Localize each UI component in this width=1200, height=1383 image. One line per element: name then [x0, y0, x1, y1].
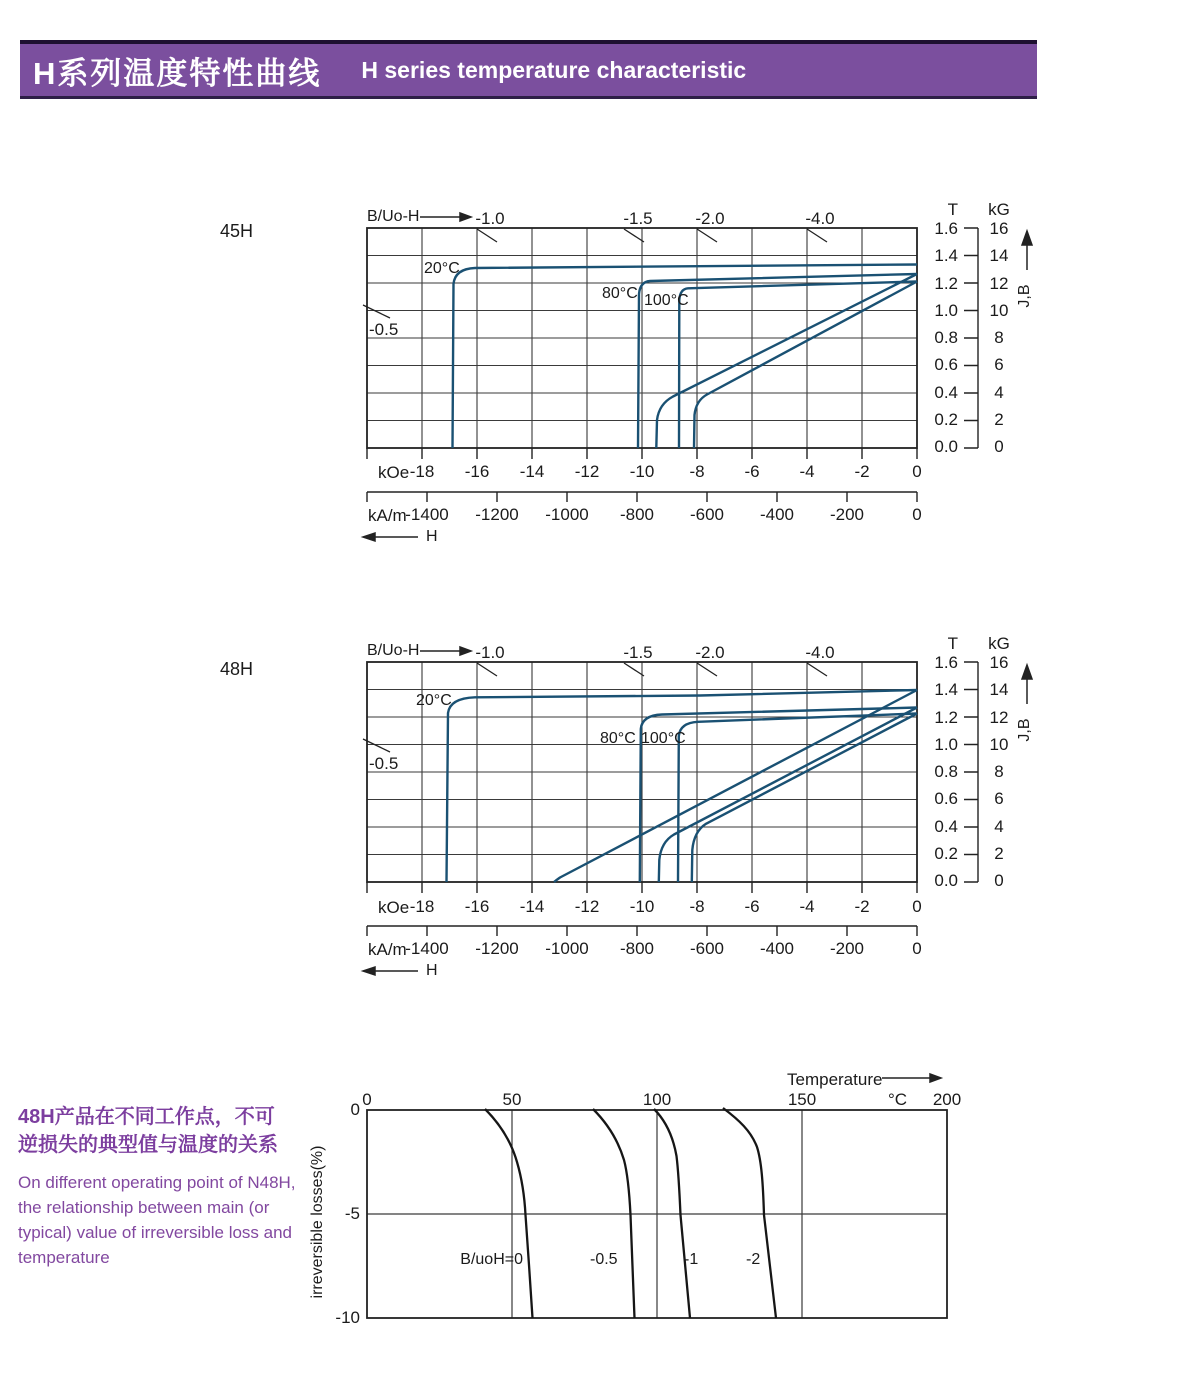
- description-en: [18, 1170, 318, 1270]
- t-unit-label: T: [947, 200, 958, 219]
- t-tick-label: 0.0: [934, 437, 958, 456]
- loss-chart-curves: [485, 1108, 776, 1318]
- grade-label-45h: 45H: [220, 221, 254, 241]
- page-header: [20, 40, 1037, 99]
- temperature-axis-label: Temperature: [787, 1070, 883, 1089]
- kam-tick-label: -1400: [405, 505, 449, 524]
- page-title-zh: H系列温度特性曲线: [33, 55, 322, 91]
- kam-tick-label: 0: [912, 505, 922, 524]
- temp-tick-label: 100: [642, 1090, 672, 1109]
- kg-tick-label: 4: [994, 382, 1004, 402]
- kam-tick-label: -1200: [475, 505, 519, 524]
- kg-tick-label: 12: [989, 707, 1009, 727]
- load-line-label: -1.5: [623, 643, 653, 662]
- koe-scale-48h: [400, 897, 939, 917]
- koe-tick-label: -2: [854, 897, 870, 916]
- kam-tick-label: 0: [912, 939, 922, 958]
- kam-scale-45h: [397, 505, 947, 525]
- kg-tick-label: 2: [994, 843, 1004, 863]
- t-tick-label: 0.8: [934, 762, 958, 781]
- kg-scale-48h: [984, 653, 1014, 891]
- kg-tick-label: 4: [994, 816, 1004, 836]
- description-en-line: On different operating point of N48H,: [18, 1173, 296, 1192]
- load-line-label: -1.0: [475, 209, 505, 228]
- celsius-unit-label: °C: [888, 1090, 908, 1109]
- koe-tick-label: -14: [519, 462, 545, 481]
- kg-tick-label: 0: [994, 871, 1004, 890]
- koe-tick-label: -4: [799, 897, 815, 916]
- t-tick-label: 1.0: [934, 734, 958, 754]
- kam-tick-label: -1000: [545, 939, 589, 958]
- h-axis-label-45h: H: [426, 528, 438, 545]
- koe-tick-label: -6: [744, 897, 760, 916]
- kg-tick-label: 12: [989, 273, 1009, 293]
- kg-tick-label: 16: [989, 219, 1009, 238]
- kam-tick-label: -800: [619, 505, 655, 524]
- curve-loss-minus2: [723, 1108, 776, 1318]
- koe-tick-label: -10: [629, 897, 655, 916]
- t-tick-label: 1.4: [934, 246, 958, 266]
- koe-tick-label: -8: [689, 897, 705, 916]
- description-zh-line: 逆损失的典型值与温度的关系: [18, 1134, 278, 1156]
- kg-unit-label: kG: [988, 200, 1010, 219]
- load-line-label-left: -0.5: [369, 754, 399, 773]
- t-scale-45h: [920, 219, 958, 457]
- kam-unit-48h: kA/m: [368, 940, 407, 959]
- loss-curve-label-2: -2: [746, 1251, 761, 1268]
- kam-tick-label: -600: [689, 939, 725, 958]
- t-scale-48h: [920, 653, 958, 891]
- t-tick-label: 0.6: [934, 789, 958, 809]
- load-line-label: -4.0: [805, 209, 835, 228]
- koe-tick-label: -18: [409, 462, 435, 481]
- curve-45h-100c-j: [679, 282, 917, 449]
- kam-tick-label: -400: [759, 505, 795, 524]
- b-axis-label-45h: B/Uo-H: [367, 208, 420, 225]
- t-tick-label: 1.2: [934, 707, 958, 727]
- temp-tick-label: 50: [502, 1090, 522, 1109]
- koe-tick-label: -12: [574, 897, 600, 916]
- bh-chart-48h-curves: [447, 690, 918, 882]
- description-en-line: typical) value of irreversible loss and: [18, 1223, 293, 1242]
- t-tick-label: 1.0: [934, 300, 958, 320]
- kam-tick-label: -800: [619, 939, 655, 958]
- description-zh: [18, 1103, 328, 1159]
- kg-tick-label: 8: [994, 762, 1004, 781]
- temp-tick-label: 200: [932, 1090, 962, 1109]
- kg-tick-label: 10: [989, 300, 1009, 320]
- description-zh-line: 48H产品在不同工作点，不可: [18, 1106, 275, 1128]
- kg-tick-label: 8: [994, 328, 1004, 347]
- kam-tick-label: -400: [759, 939, 795, 958]
- jb-axis-label-45h: J,B: [1016, 284, 1033, 308]
- curve-label-100c: 100°C: [644, 292, 689, 309]
- temp-tick-label: 0: [362, 1090, 372, 1109]
- kam-tick-label: -600: [689, 505, 725, 524]
- jb-axis-label-48h: J,B: [1016, 718, 1033, 742]
- t-tick-label: 0.2: [934, 843, 958, 863]
- koe-tick-label: -6: [744, 462, 760, 481]
- load-line-label: -1.0: [475, 643, 505, 662]
- kam-tick-label: -1000: [545, 505, 589, 524]
- curve-label-100c: 100°C: [641, 730, 686, 747]
- load-line-label: -4.0: [805, 643, 835, 662]
- koe-unit-48h: kOe: [378, 898, 410, 917]
- loss-tick-label: -5: [344, 1204, 360, 1223]
- kg-scale-45h: [984, 219, 1014, 457]
- koe-tick-label: -2: [854, 462, 870, 481]
- kam-tick-label: -1400: [405, 939, 449, 958]
- t-tick-label: 0.8: [934, 328, 958, 347]
- t-tick-label: 1.4: [934, 680, 958, 700]
- kg-tick-label: 16: [989, 653, 1009, 672]
- koe-tick-label: -8: [689, 462, 705, 481]
- curve-label-80c: 80°C: [602, 285, 638, 302]
- kam-unit-45h: kA/m: [368, 506, 407, 525]
- t-unit-label: T: [947, 634, 958, 653]
- koe-scale-45h: [400, 462, 939, 482]
- curve-45h-100c-b: [694, 282, 917, 449]
- t-tick-label: 0.0: [934, 871, 958, 890]
- page-title-en: H series temperature characteristic: [361, 56, 747, 83]
- kam-scale-48h: [397, 939, 947, 959]
- koe-tick-label: -16: [464, 897, 490, 916]
- load-line-label: -2.0: [695, 643, 725, 662]
- loss-tick-label: -10: [335, 1308, 360, 1327]
- t-tick-label: 1.6: [934, 653, 958, 672]
- load-line-label: -2.0: [695, 209, 725, 228]
- loss-curve-label-05: -0.5: [590, 1251, 618, 1268]
- koe-tick-label: 0: [912, 462, 922, 481]
- kam-tick-label: -200: [829, 505, 865, 524]
- curve-label-20c: 20°C: [424, 260, 460, 277]
- load-line-label: -1.5: [623, 209, 653, 228]
- koe-tick-label: -14: [519, 897, 545, 916]
- koe-tick-label: -18: [409, 897, 435, 916]
- loss-chart-grid: [367, 1110, 947, 1318]
- koe-tick-label: -12: [574, 462, 600, 481]
- t-tick-label: 1.2: [934, 273, 958, 293]
- h-axis-label-48h: H: [426, 962, 438, 979]
- koe-tick-label: 0: [912, 897, 922, 916]
- kg-tick-label: 2: [994, 409, 1004, 429]
- t-tick-label: 0.6: [934, 355, 958, 375]
- kg-tick-label: 14: [989, 680, 1009, 700]
- koe-tick-label: -16: [464, 462, 490, 481]
- loss-y-axis-label: irreversible losses(%): [309, 1145, 326, 1299]
- t-tick-label: 0.4: [934, 382, 958, 402]
- koe-tick-label: -4: [799, 462, 815, 481]
- curve-48h-20c-j: [447, 690, 918, 882]
- t-tick-label: 0.2: [934, 409, 958, 429]
- curve-label-20c: 20°C: [416, 692, 452, 709]
- curve-label-80c: 80°C: [600, 730, 636, 747]
- kam-tick-label: -1200: [475, 939, 519, 958]
- kg-tick-label: 6: [994, 355, 1004, 375]
- kg-unit-label: kG: [988, 634, 1010, 653]
- koe-unit-45h: kOe: [378, 463, 410, 482]
- grade-label-48h: 48H: [220, 659, 254, 679]
- loss-curve-label-1: -1: [684, 1251, 699, 1268]
- kam-tick-label: -200: [829, 939, 865, 958]
- curve-48h-100c-b: [692, 714, 917, 883]
- temperature-scale: [344, 1090, 970, 1110]
- b-axis-label-48h: B/Uo-H: [367, 642, 420, 659]
- description-en-line: temperature: [18, 1248, 110, 1267]
- description-en-line: the relationship between main (or: [18, 1198, 270, 1217]
- kg-tick-label: 14: [989, 246, 1009, 266]
- loss-tick-label: 0: [350, 1100, 360, 1119]
- kg-tick-label: 0: [994, 437, 1004, 456]
- loss-curve-label-0: B/uoH=0: [460, 1251, 523, 1268]
- loss-chart-arrow: [882, 1074, 941, 1082]
- kg-tick-label: 6: [994, 789, 1004, 809]
- temp-tick-label: 150: [787, 1090, 817, 1109]
- t-tick-label: 1.6: [934, 219, 958, 238]
- kg-tick-label: 10: [989, 734, 1009, 754]
- t-tick-label: 0.4: [934, 816, 958, 836]
- koe-tick-label: -10: [629, 462, 655, 481]
- load-line-label-left: -0.5: [369, 320, 399, 339]
